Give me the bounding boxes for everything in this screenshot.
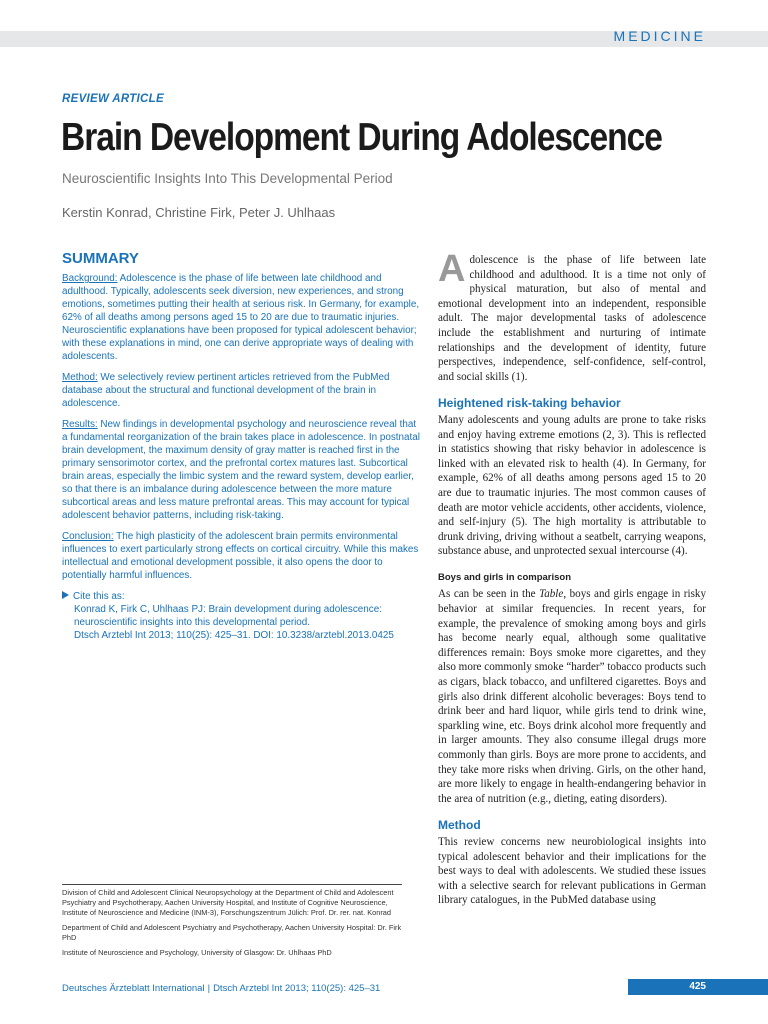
section-heading-method: Method (438, 818, 481, 833)
drop-cap: A (438, 248, 466, 290)
article-subtitle: Neuroscientific Insights Into This Developmental Period (62, 171, 393, 186)
intro-paragraph (438, 248, 706, 384)
summary-heading: SUMMARY (62, 250, 139, 267)
footer-citation (62, 983, 380, 994)
affiliation-item: Institute of Neuroscience and Psychology, University of Glasgow: Dr. Uhlhaas PhD (62, 948, 332, 957)
table-reference: Table (539, 588, 564, 601)
affiliation-item: Department of Child and Adolescent Psychiatry and Psychotherapy, Aachen University Hospital: Dr. Firk PhD (62, 923, 402, 942)
triangle-bullet-icon (62, 591, 69, 599)
summary-box (62, 250, 420, 642)
affiliation-divider (62, 884, 402, 885)
summary-text: Adolescence is the phase of life between late childhood and adulthood. Typically, adolescents seek diversion, new experiences, and strong emotions, sometimes putting their health at serious risk. In Germany, for example, 62% of all deaths among persons aged 15 to 20 are due to traumatic injuries. Neuroscientific explanations have been proposed for typical adolescent behavior; with these explanations in mind, one can derive appropriate ways of dealing with adolescents. (62, 273, 420, 362)
citation-heading (62, 590, 420, 603)
section-heading-risk: Heightened risk-taking behavior (438, 396, 621, 411)
affiliation-item: Division of Child and Adolescent Clinical Neuropsychology at the Department of Child and Adolescent Psychiatry and Psychotherapy, Aachen University Hospital, and Institute of Cognitive Neuroscience, Institute of Neuroscience and Medicine (INM-3), Forschungszentrum Jülich: Prof. Dr. rer. nat. Konrad (62, 888, 394, 917)
author-list: Kerstin Konrad, Christine Firk, Peter J. Uhlhaas (62, 205, 336, 220)
summary-results (62, 418, 420, 522)
summary-text: New findings in developmental psychology and neuroscience reveal that a fundamental reorganization of the brain takes place in adolescence. In postnatal brain development, the maximum density of gray matter is reached first in the primary sensorimotor cortex, and the prefrontal cortex matures last. Subcortical brain areas, especially the limbic system and the reward system, develop earlier, so that there is an imbalance during adolescence between the more mature subcortical areas and less mature prefrontal areas. This may account for typical adolescent behavior patterns, including risk-taking. (62, 419, 420, 521)
article-title: Brain Development During Adolescence (61, 116, 662, 159)
page-number: 425 (689, 981, 706, 992)
boys-girls-paragraph (438, 587, 706, 806)
citation-line: Konrad K, Firk C, Uhlhaas PJ: Brain development during adolescence: (74, 604, 382, 615)
article-type: REVIEW ARTICLE (62, 93, 164, 105)
citation-line: Dtsch Arztebl Int 2013; 110(25): 425–31. DOI: 10.3238/arztebl.2013.0425 (74, 630, 394, 641)
citation-block (62, 590, 420, 642)
boys-text-post: , boys and girls engage in risky behavior at similar frequencies. In recent years, for example, the prevalence of smoking among boys and girls has become nearly equal, although some qualitative differences remain: Boys smoke more cigarettes, and they also more commonly smoke “harder” tobacco products such as cigars, black tobacco, and unfiltered cigarettes. Boys and girls also drink different alcoholic beverages: Boys tend to drink beer and hard liquor, while girls tend to drink wine, sparkling wine, etc. Boys drink alcohol more frequently and in larger amounts. They also consume illegal drugs more commonly than girls. Boys are more prone to accidents, and they take more risks when driving. Girls, on the other hand, are more likely to engage in health-endangering behavior in the area of nutrition (e.g., dieting, eating disorders). (438, 588, 706, 805)
summary-background (62, 272, 420, 363)
summary-label: Background: (62, 273, 118, 284)
summary-label: Conclusion: (62, 531, 114, 542)
section-label: MEDICINE (613, 28, 706, 44)
footer-separator: | (207, 983, 211, 994)
journal-citation: Dtsch Arztebl Int 2013; 110(25): 425–31 (213, 983, 381, 994)
intro-text: dolescence is the phase of life between late childhood and adulthood. It is a time not only of physical maturation, but also of mental and emotional development into an independent, responsible adult. The major developmental tasks of adolescence include the establishment and nurturing of intimate relationships and the development of identity, future perspectives, independence, self-confidence, self-control, and social skills (1). (438, 254, 706, 383)
summary-label: Results: (62, 419, 98, 430)
affiliations (62, 888, 407, 963)
boys-text-pre: As can be seen in the (438, 588, 540, 601)
summary-conclusion (62, 530, 420, 582)
summary-text: The high plasticity of the adolescent brain permits environmental influences to exert particularly strong effects on cortical circuitry. While this makes intellectual and emotional development possible, it also opens the door to potentially harmful influences. (62, 531, 419, 581)
summary-text: We selectively review pertinent articles retrieved from the PubMed database about the structural and functional development of the brain in adolescence. (62, 372, 390, 409)
summary-label: Method: (62, 372, 98, 383)
summary-method (62, 371, 420, 410)
risk-paragraph: Many adolescents and young adults are prone to take risks and enjoy having extreme emotions (2, 3). This is reflected in statistics showing that risky behavior in adolescence is linked with an elevated risk to health (4). In Germany, for example, 62% of all deaths among persons aged 15 to 20 are due to traumatic injuries. The most common causes of death are motor vehicle accidents, other accidents, violence, and self-injury (5). The high mortality is attributable to drunk driving, driving without a seatbelt, carrying weapons, substance abuse, and unprotected sexual intercourse (4). (438, 413, 706, 558)
method-paragraph: This review concerns new neurobiological insights into typical adolescent behavior and their implications for the best ways to deal with adolescents. We studied these issues with a selective search for relevant publications in German library catalogues, in the PubMed database using (438, 835, 706, 907)
subsection-heading-boys-girls: Boys and girls in comparison (438, 571, 572, 583)
citation-label: Cite this as: (73, 591, 125, 602)
citation-line: neuroscientific insights into this developmental period. (74, 617, 311, 628)
body-column (438, 248, 706, 916)
journal-name: Deutsches Ärzteblatt International (62, 983, 205, 994)
